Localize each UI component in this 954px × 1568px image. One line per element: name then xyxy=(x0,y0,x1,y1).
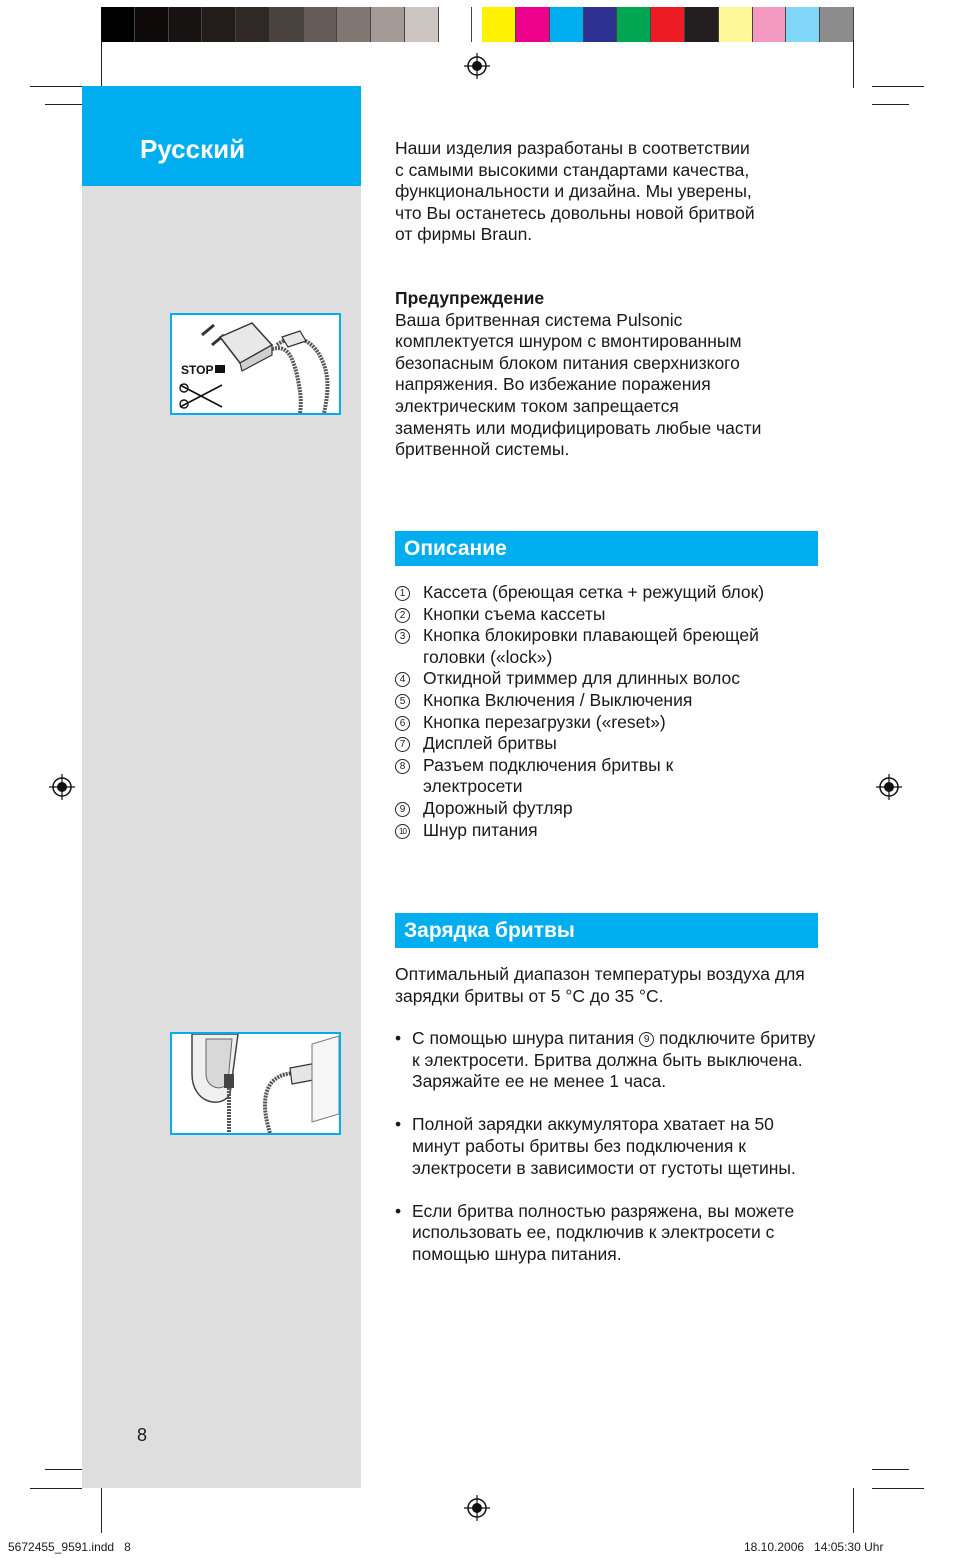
item-text: Кнопка Включения / Выключения xyxy=(423,689,693,710)
color-swatch xyxy=(270,7,304,42)
colorbar-gap xyxy=(472,7,482,42)
color-swatch xyxy=(550,7,584,42)
crop-mark xyxy=(872,1469,909,1470)
item-number: 4 xyxy=(395,672,410,687)
bullet-text xyxy=(412,1028,822,1093)
crop-mark xyxy=(30,1488,82,1489)
registration-mark-icon xyxy=(49,774,75,800)
bullet-symbol: • xyxy=(395,1028,402,1048)
bullet-text: Полной зарядки аккумулятора хватает на 50 минут работы бритвы без подключения к электросети в зависимости от густоты щетины. xyxy=(412,1114,796,1178)
color-swatch xyxy=(236,7,270,42)
inline-item-number: 9 xyxy=(639,1032,654,1047)
bullet-text-start: С помощью шнура питания xyxy=(412,1028,635,1048)
list-item xyxy=(395,668,825,690)
list-item xyxy=(395,1028,825,1093)
color-swatch xyxy=(719,7,753,42)
registration-mark-icon xyxy=(464,1495,490,1521)
registration-mark-icon xyxy=(464,53,490,79)
warning-heading: Предупреждение xyxy=(395,288,545,308)
color-swatch xyxy=(651,7,685,42)
list-item xyxy=(395,625,825,668)
item-number: 9 xyxy=(395,802,410,817)
item-number: 7 xyxy=(395,737,410,752)
item-text: Кнопки съема кассеты xyxy=(423,603,606,624)
color-swatch xyxy=(820,7,854,42)
intro-line: Наши изделия разработаны в соответствии xyxy=(395,138,750,158)
stop-label: STOP xyxy=(181,363,214,377)
list-item xyxy=(395,733,825,755)
item-number: 10 xyxy=(395,824,410,839)
intro-line: от фирмы Braun. xyxy=(395,224,533,245)
description-list xyxy=(395,582,825,841)
bullet-text: Если бритва полностью разряжена, вы можете использовать ее, подключив к электросети с помощью шнура питания. xyxy=(412,1200,795,1264)
item-text: Дорожный футляр xyxy=(423,797,573,818)
registration-mark-icon xyxy=(876,774,902,800)
warning-line: безопасным блоком питания сверхнизкого xyxy=(395,352,740,373)
list-item xyxy=(395,1201,825,1266)
crop-mark xyxy=(101,1488,102,1533)
warning-paragraph xyxy=(395,288,825,461)
warning-line: бритвенной системы. xyxy=(395,439,570,460)
color-swatch xyxy=(304,7,338,42)
bullet-symbol: • xyxy=(395,1200,402,1221)
item-number: 1 xyxy=(395,586,410,601)
bullet-symbol: • xyxy=(395,1114,402,1135)
list-item xyxy=(395,798,825,820)
warning-line: электрическим током запрещается xyxy=(395,395,679,416)
intro-paragraph xyxy=(395,138,825,246)
color-swatch xyxy=(786,7,820,42)
color-swatch xyxy=(135,7,169,42)
warning-line: комплектуется шнуром с вмонтированным xyxy=(395,331,742,352)
crop-mark xyxy=(30,86,82,87)
sidebar-panel xyxy=(82,86,361,1488)
color-swatch xyxy=(685,7,719,42)
crop-mark xyxy=(101,40,102,88)
item-number: 3 xyxy=(395,629,410,644)
list-item xyxy=(395,582,825,604)
warning-line: заменять или модифицировать любые части xyxy=(395,417,762,438)
intro-line: функциональности и дизайна. Мы уверены, xyxy=(395,181,752,202)
warning-line: Ваша бритвенная система Pulsonic xyxy=(395,309,683,330)
item-number: 6 xyxy=(395,716,410,731)
item-text: Разъем подключения бритвы к электросети xyxy=(423,754,674,797)
color-swatch xyxy=(482,7,516,42)
item-text: Откидной триммер для длинных волос xyxy=(423,668,741,689)
item-text: Кнопка перезагрузки («reset») xyxy=(423,711,666,732)
color-swatch xyxy=(337,7,371,42)
crop-mark xyxy=(872,1488,924,1489)
footer-file-info: 5672455_9591.indd 8 xyxy=(8,1540,131,1554)
color-swatch xyxy=(617,7,651,42)
list-item xyxy=(395,755,825,798)
crop-mark xyxy=(872,104,909,105)
crop-mark xyxy=(872,86,924,87)
crop-mark xyxy=(45,104,82,105)
item-text: Дисплей бритвы xyxy=(423,733,557,754)
charging-bullets xyxy=(395,1028,825,1287)
color-swatch xyxy=(371,7,405,42)
footer-timestamp: 18.10.2006 14:05:30 Uhr xyxy=(744,1540,884,1554)
color-swatch xyxy=(439,7,473,42)
color-swatch xyxy=(584,7,618,42)
warning-line: напряжения. Во избежание поражения xyxy=(395,374,711,395)
color-calibration-bar xyxy=(101,7,854,42)
color-swatch xyxy=(405,7,439,42)
intro-line: с самыми высокими стандартами качества, xyxy=(395,159,750,180)
color-swatch xyxy=(753,7,787,42)
color-swatch xyxy=(101,7,135,42)
description-heading: Описание xyxy=(395,531,818,566)
color-swatch xyxy=(169,7,203,42)
bullet-text-end: подключите бритву к электросети. Бритва должна быть выключена. Заряжайте ее не менее 1 часа. xyxy=(412,1028,816,1092)
charging-heading: Зарядка бритвы xyxy=(395,913,818,948)
item-number: 5 xyxy=(395,694,410,709)
item-text: Кнопка блокировки плавающей бреющей головки («lock») xyxy=(423,625,759,667)
page-number: 8 xyxy=(137,1425,148,1445)
item-number: 8 xyxy=(395,759,410,774)
crop-mark xyxy=(853,40,854,88)
color-swatch xyxy=(202,7,236,42)
crop-mark xyxy=(853,1488,854,1533)
list-item xyxy=(395,690,825,712)
plug-warning-figure xyxy=(170,313,341,415)
list-item xyxy=(395,820,825,842)
item-text: Кассета (бреющая сетка + режущий блок) xyxy=(423,582,765,602)
color-swatch xyxy=(516,7,550,42)
list-item xyxy=(395,604,825,626)
charging-intro: Оптимальный диапазон температуры воздуха для зарядки бритвы от 5 °C до 35 °C. xyxy=(395,964,805,1006)
language-title-box xyxy=(82,86,361,186)
shaver-charging-figure xyxy=(170,1032,341,1135)
list-item xyxy=(395,712,825,734)
item-number: 2 xyxy=(395,608,410,623)
language-title: Русский xyxy=(140,134,246,164)
crop-mark xyxy=(45,1469,82,1470)
item-text: Шнур питания xyxy=(423,819,538,840)
list-item xyxy=(395,1114,825,1179)
intro-line: что Вы останетесь довольны новой бритвой xyxy=(395,202,755,223)
